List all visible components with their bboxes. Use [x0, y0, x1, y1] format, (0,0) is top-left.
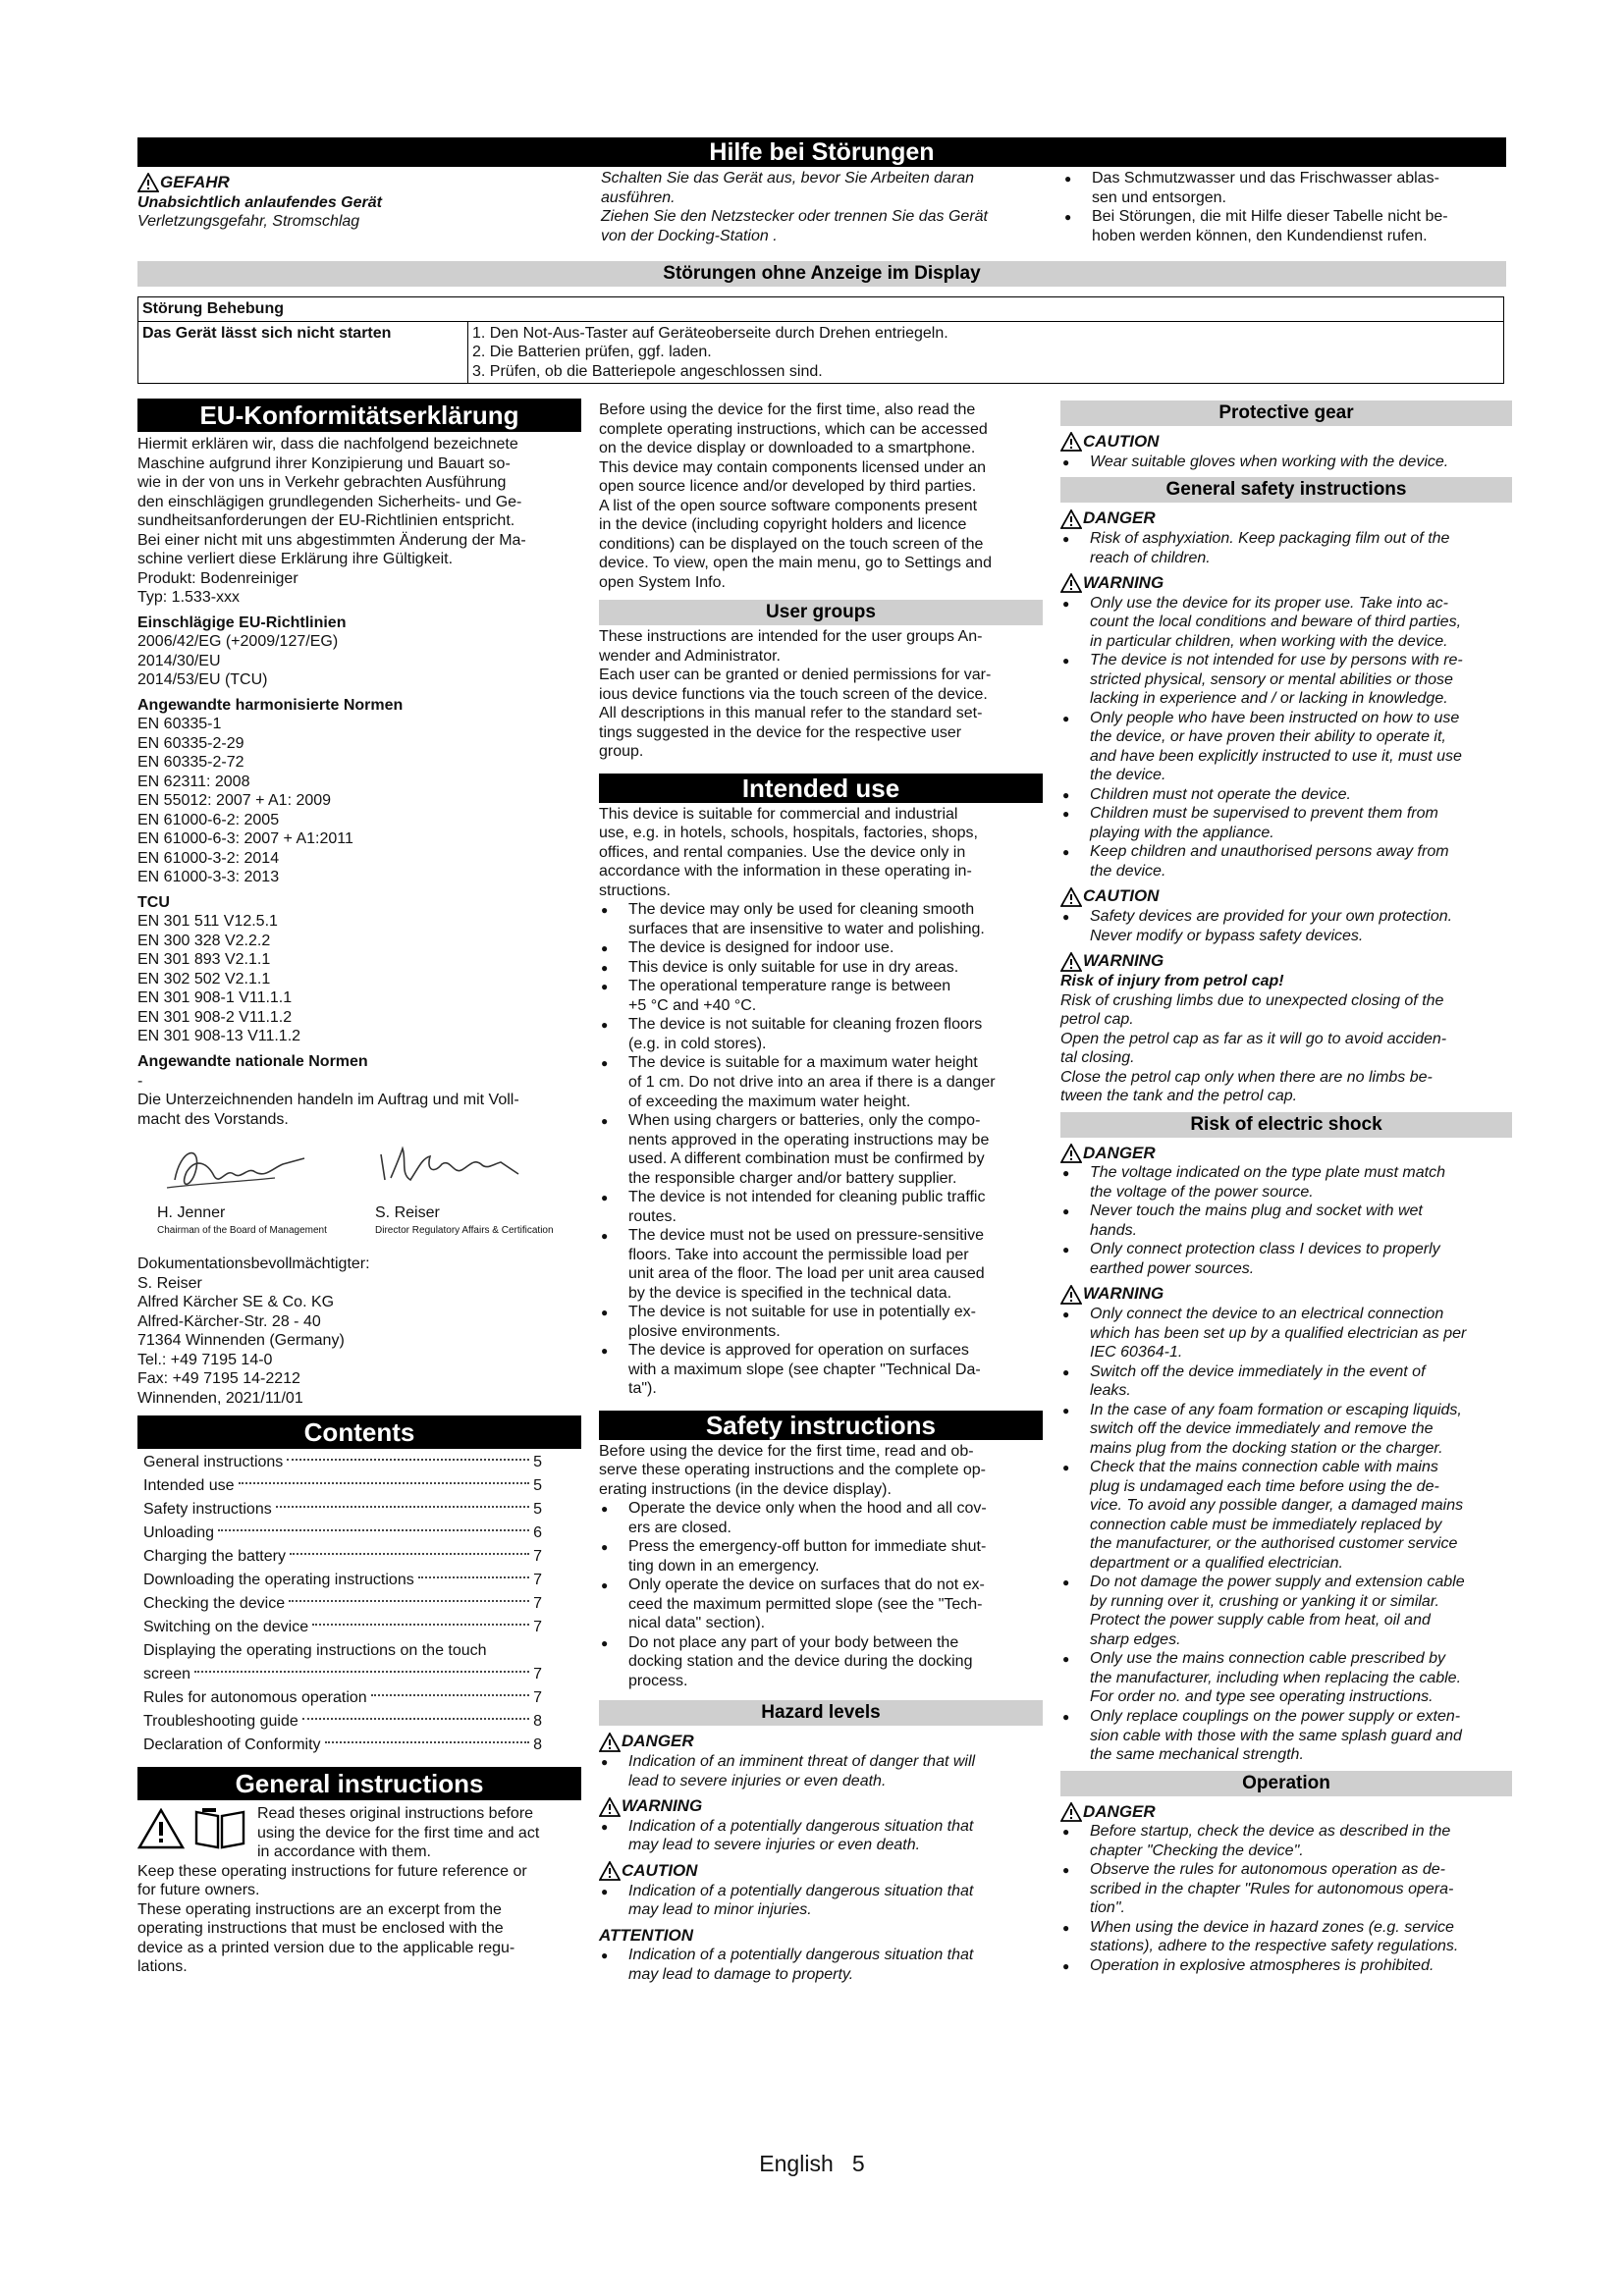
list-item: ● Only operate the device on surfaces that do not ex- ceed the maximum permitted slope (see the "Tech- nical data" section). — [599, 1575, 1043, 1633]
hazard-item: DANGER ● Indication of an imminent threat of danger that will lead to severe injuries or even death. — [599, 1732, 1043, 1790]
column-3 — [1060, 400, 1512, 1975]
hazard-item: ATTENTION ● Indication of a potentially dangerous situation that may lead to damage to property. — [599, 1926, 1043, 1985]
toc-item[interactable]: General instructions 5 — [143, 1454, 542, 1471]
list-item: ● Bei Störungen, die mit Hilfe dieser Tabelle nicht be- hoben werden können, den Kundendienst rufen. — [1062, 207, 1514, 245]
warning-triangle-icon — [137, 173, 159, 192]
list-item: ● Indication of a potentially dangerous situation that may lead to damage to property. — [599, 1946, 1043, 1984]
safety-text: Before using the device for the first time, read and ob- serve these operating instructions and the complete op- erating instructions (in the device display). — [599, 1442, 987, 1498]
section-title-user-groups: User groups — [599, 600, 1043, 625]
list-item: ● Das Schmutzwasser und das Frischwasser ablas- sen und entsorgen. — [1062, 169, 1514, 207]
tcu-list: EN 301 511 V12.5.1 EN 300 328 V2.2.2 EN 301 893 V2.1.1 EN 302 502 V2.1.1 EN 301 908-1 V11.1.1 EN 301 908-2 V11.1.2 EN 301 908-13 V11.1.2 — [137, 913, 301, 1045]
subsection-title-stoerungen: Störungen ohne Anzeige im Display — [137, 261, 1506, 287]
toc-item[interactable]: Checking the device 7 — [143, 1595, 542, 1613]
general-icon-block: Read theses original instructions before using the device for the first time and act in accordance with them. — [137, 1804, 581, 1862]
warning-label: DANGER — [1060, 508, 1512, 529]
list-item: ● Observe the rules for autonomous operation as de- scribed in the chapter "Rules for autonomous opera- tion". — [1060, 1860, 1512, 1918]
list-item: ● In the case of any foam formation or escaping liquids, switch off the device immediately and remove the mains plug from the docking station or the charger. — [1060, 1401, 1512, 1459]
column-2 — [599, 400, 1043, 1985]
toc-item[interactable]: Unloading 6 — [143, 1524, 542, 1542]
richtlinien-list: 2006/42/EG (+2009/127/EG) 2014/30/EU 2014/53/EU (TCU) — [137, 633, 339, 689]
list-item: ● Switch off the device immediately in the event of leaks. — [1060, 1362, 1512, 1401]
list-item: ● Children must not operate the device. — [1060, 785, 1512, 805]
list-item: ● The device is not suitable for use in potentially ex- plosive environments. — [599, 1303, 1043, 1341]
user-groups-text: These instructions are intended for the user groups An- wender and Administrator. Each user can be granted or denied permissions for var- ious device functions via the touch screen of the device. All descriptions in this manual refer to the standard set- tings suggested in the device for the respective user group. — [599, 628, 992, 761]
hazard-item: CAUTION ● Indication of a potentially dangerous situation that may lead to minor injuries. — [599, 1861, 1043, 1920]
eu-text: Hiermit erklären wir, dass die nachfolgend bezeichnete Maschine aufgrund ihrer Konzipierung und Bauart so- wie in der von uns in Verkehr gebrachten Ausführung den einschlägigen grundlegenden Sicherheits- und Ge- sundheitsanforderungen der EU-Richtlinien entspricht. Bei einer nicht mit uns abgestimmten Änderung der Ma- schine verliert diese Erklärung ihre Gültigkeit. Produkt: Bodenreiniger Typ: 1.533-xxx — [137, 436, 526, 607]
hilfe-right-list — [1062, 169, 1514, 245]
list-item: ● This device is only suitable for use in dry areas. — [599, 958, 1043, 978]
intended-use-text: This device is suitable for commercial and industrial use, e.g. in hotels, schools, hospitals, factories, shops, offices, and rental companies. Use the device only in accordance with the information in these operating in- structions. — [599, 805, 978, 899]
protective-block — [1060, 432, 1512, 471]
gs-danger-block — [1060, 508, 1512, 567]
section-title-contents: Contents — [137, 1415, 581, 1449]
list-item: ● Wear suitable gloves when working with the device. — [1060, 453, 1512, 472]
list-item: ● Indication of a potentially dangerous situation that may lead to minor injuries. — [599, 1882, 1043, 1920]
list-item: ● Before startup, check the device as described in the chapter "Checking the device". — [1060, 1822, 1512, 1860]
list-item: ● Keep children and unauthorised persons away from the device. — [1060, 842, 1512, 881]
doku-block: Dokumentationsbevollmächtigter: S. Reiser Alfred Kärcher SE & Co. KG Alfred-Kärcher-Str. 28 - 40 71364 Winnenden (Germany) Tel.: +49 7195 14-0 Fax: +49 7195 14-2212 Winnenden, 2021/11/01 — [137, 1255, 370, 1407]
list-item: ● The device must not be used on pressure-sensitive floors. Take into account the permissible load per unit area of the floor. The load per unit area caused by the device is specified in the technical data. — [599, 1226, 1043, 1303]
toc-item[interactable]: Rules for autonomous operation 7 — [143, 1689, 542, 1707]
warning-list — [1060, 594, 1512, 881]
national-list: - — [137, 1072, 143, 1090]
general-text: Keep these operating instructions for future reference or for future owners. These operating instructions are an excerpt from the operating instructions that must be enclosed with the device as a printed version due to the applicable regu- lations. — [137, 1862, 527, 1976]
list-item: ● When using chargers or batteries, only the compo- nents approved in the operating instructions may be used. A different combination must be confirmed by the responsible charger and/or battery supplier. — [599, 1111, 1043, 1188]
section-title-hazard: Hazard levels — [599, 1700, 1043, 1726]
warning-list — [1060, 529, 1512, 567]
list-item: ● Check that the mains connection cable with mains plug is undamaged each time before using the de- vice. To avoid any possible danger, a damaged mains connection cable must be immediately replaced by the manufacturer, or the authorised customer service department or a qualified electrician. — [1060, 1458, 1512, 1573]
table-row-label: Das Gerät lässt sich nicht starten — [138, 321, 468, 384]
signer-1-role: Chairman of the Board of Management — [157, 1225, 327, 1237]
op-danger-block — [1060, 1802, 1512, 1976]
stoerung-table — [137, 296, 1504, 384]
warning-label: CAUTION — [1060, 432, 1512, 453]
section-title-electric: Risk of electric shock — [1060, 1112, 1512, 1138]
warning-triangle-icon — [599, 1861, 621, 1881]
warning-triangle-icon — [1060, 887, 1082, 907]
warning-list — [1060, 1822, 1512, 1975]
table-of-contents — [137, 1449, 581, 1757]
warning-label: WARNING — [1060, 1284, 1512, 1305]
signature-jenner — [157, 1139, 324, 1198]
warning-triangle-icon — [599, 1733, 621, 1752]
list-item: ● Only replace couplings on the power supply or exten- sion cable with those with the same splash guard and the same mechanical strength. — [1060, 1707, 1512, 1765]
section-title-general-safety: General safety instructions — [1060, 477, 1512, 503]
list-item: ● Operate the device only when the hood and all cov- ers are closed. — [599, 1499, 1043, 1537]
list-item: ● The device is not intended for use by persons with re- stricted physical, sensory or mental abilities or those lacking in experience and / or lacking in knowledge. — [1060, 651, 1512, 709]
warning-label: DANGER — [1060, 1802, 1512, 1823]
warning-label: CAUTION — [1060, 886, 1512, 907]
list-item: ● Only use the device for its proper use. Take into ac- count the local conditions and beware of third parties, in particular children, when working with the device. — [1060, 594, 1512, 652]
toc-item[interactable]: Intended use 5 — [143, 1477, 542, 1495]
national-title: Angewandte nationale Normen — [137, 1052, 368, 1070]
gefahr-title: Unabsichtlich anlaufendes Gerät — [137, 193, 382, 211]
warning-list — [1060, 1305, 1512, 1764]
warning-list — [1060, 1163, 1512, 1278]
signer-2-role: Director Regulatory Affairs & Certification — [375, 1225, 554, 1237]
list-item: ● Only connect protection class I devices to properly earthed power sources. — [1060, 1240, 1512, 1278]
el-warning-block — [1060, 1284, 1512, 1764]
signer-1-name: H. Jenner — [157, 1204, 226, 1222]
section-title-protective: Protective gear — [1060, 400, 1512, 426]
toc-item[interactable]: Troubleshooting guide 8 — [143, 1713, 542, 1731]
list-item: ● The device is approved for operation on surfaces with a maximum slope (see chapter "Technical Da- ta"). — [599, 1341, 1043, 1399]
table-header: Störung Behebung — [138, 297, 1504, 322]
footer-language: English — [759, 2151, 834, 2176]
toc-item[interactable]: Switching on the device 7 — [143, 1619, 542, 1636]
warning-triangle-icon — [1060, 1802, 1082, 1822]
list-item: ● Only use the mains connection cable prescribed by the manufacturer, including when replacing the cable. For order no. and type see operating instructions. — [1060, 1649, 1512, 1707]
signature-reiser — [371, 1135, 538, 1196]
warning-triangle-icon — [1060, 1285, 1082, 1305]
list-item: ● The device is not suitable for cleaning frozen floors (e.g. in cold stores). — [599, 1015, 1043, 1053]
gefahr-text: Verletzungsgefahr, Stromschlag — [137, 213, 360, 231]
hazard-item: WARNING ● Indication of a potentially dangerous situation that may lead to severe injuries or even death. — [599, 1796, 1043, 1855]
normen-list: EN 60335-1 EN 60335-2-29 EN 60335-2-72 EN 62311: 2008 EN 55012: 2007 + A1: 2009 EN 61000-6-2: 2005 EN 61000-6-3: 2007 + A1:2011 EN 61000-3-2: 2014 EN 61000-3-3: 2013 — [137, 716, 353, 886]
gefahr-label: GEFAHR — [160, 173, 230, 191]
el-danger-block — [1060, 1144, 1512, 1279]
gefahr-block — [137, 173, 589, 232]
list-item: ● Indication of a potentially dangerous situation that may lead to severe injuries or even death. — [599, 1817, 1043, 1855]
warning-triangle-icon — [1060, 952, 1082, 972]
signatures — [137, 1135, 581, 1255]
toc-item[interactable]: screen 7 — [143, 1666, 542, 1683]
warning-triangle-icon — [1060, 432, 1082, 452]
intended-use-list — [599, 900, 1043, 1398]
toc-item[interactable]: Downloading the operating instructions 7 — [143, 1572, 542, 1589]
intro-text: Before using the device for the first time, also read the complete operating instructions, which can be accessed on the device display or downloaded to a smartphone. This device may contain components licensed under an open source licence and/or developed by third parties. A list of the open source software components present in the device (including copyright holders and licence conditions) can be displayed on the touch screen of the device. To view, open the main menu, go to Settings and open System Info. — [599, 401, 992, 591]
warning-list — [1060, 453, 1512, 472]
list-item: ● The voltage indicated on the type plate must match the voltage of the power source. — [1060, 1163, 1512, 1201]
list-item: ● Operation in explosive atmospheres is prohibited. — [1060, 1956, 1512, 1976]
section-title-eu: EU-Konformitätserklärung — [137, 399, 581, 432]
gs-warning-block — [1060, 573, 1512, 881]
list-item: ● The device may only be used for cleaning smooth surfaces that are insensitive to water and polishing. — [599, 900, 1043, 938]
warning-list — [1060, 907, 1512, 945]
list-item: ● Do not place any part of your body between the docking station and the device during the docking process. — [599, 1633, 1043, 1691]
warning-triangle-icon — [1060, 573, 1082, 593]
list-item: ● When using the device in hazard zones (e.g. service stations), adhere to the respective safety regulations. — [1060, 1918, 1512, 1956]
list-item: ● Children must be supervised to prevent them from playing with the appliance. — [1060, 804, 1512, 842]
sign-text: Die Unterzeichnenden handeln im Auftrag und mit Voll- macht des Vorstands. — [137, 1092, 519, 1128]
list-item: ● The device is designed for indoor use. — [599, 938, 1043, 958]
warning-triangle-icon — [599, 1797, 621, 1817]
toc-item[interactable]: Safety instructions 5 — [143, 1501, 542, 1519]
hazard-levels — [599, 1732, 1043, 1984]
section-title-hilfe: Hilfe bei Störungen — [137, 137, 1506, 167]
list-item: ● Do not damage the power supply and extension cable by running over it, crushing or yanking it or similar. Protect the power supply cable from heat, oil and sharp edges. — [1060, 1573, 1512, 1649]
table-row-steps: 1. Den Not-Aus-Taster auf Geräteoberseite durch Drehen entriegeln. 2. Die Batterien prüfen, ggf. laden. 3. Prüfen, ob die Batteriepole angeschlossen sind. — [468, 321, 1504, 384]
column-1 — [137, 399, 581, 1977]
list-item: ● Only people who have been instructed on how to use the device, or have proven their ability to operate it, and have been explicitly instructed to use it, must use the device. — [1060, 709, 1512, 785]
list-item: ● Only connect the device to an electrical connection which has been set up by a qualified electrician as per IEC 60364-1. — [1060, 1305, 1512, 1362]
gs-caution-block — [1060, 886, 1512, 945]
warning-triangle-icon — [137, 1808, 185, 1849]
hilfe-middle-text: Schalten Sie das Gerät aus, bevor Sie Arbeiten daran ausführen. Ziehen Sie den Netzstecker oder trennen Sie das Gerät von der Docking-Station . — [601, 170, 988, 244]
section-title-intended-use: Intended use — [599, 774, 1043, 803]
warning-label: WARNING — [1060, 573, 1512, 594]
petrol-block: WARNING Risk of injury from petrol cap! Risk of crushing limbs due to unexpected closing of the petrol cap. Open the petrol cap as far as it will go to avoid acciden- tal closing. Close the petrol cap only when there are no limbs be- tween the tank and the petrol cap. — [1060, 951, 1447, 1105]
toc-item[interactable]: Declaration of Conformity 8 — [143, 1736, 542, 1754]
signer-2-name: S. Reiser — [375, 1204, 440, 1222]
list-item: ● Safety devices are provided for your own protection. Never modify or bypass safety devices. — [1060, 907, 1512, 945]
warning-triangle-icon — [1060, 1144, 1082, 1163]
warning-triangle-icon — [1060, 509, 1082, 529]
normen-title: Angewandte harmonisierte Normen — [137, 696, 404, 714]
section-title-safety: Safety instructions — [599, 1411, 1043, 1440]
list-item: ● Risk of asphyxiation. Keep packaging film out of the reach of children. — [1060, 529, 1512, 567]
list-item: ● The device is not intended for cleaning public traffic routes. — [599, 1188, 1043, 1226]
safety-list — [599, 1499, 1043, 1690]
footer-page-number: 5 — [851, 2151, 865, 2176]
list-item: ● Never touch the mains plug and socket with wet hands. — [1060, 1201, 1512, 1240]
toc-item[interactable]: Charging the battery 7 — [143, 1548, 542, 1566]
page-footer — [0, 2150, 1624, 2177]
toc-item[interactable]: Displaying the operating instructions on the touch — [143, 1642, 487, 1660]
warning-label: DANGER — [1060, 1144, 1512, 1164]
tcu-title: TCU — [137, 893, 170, 911]
manual-book-icon — [192, 1806, 247, 1849]
richtlinien-title: Einschlägige EU-Richtlinien — [137, 614, 347, 631]
list-item: ● Indication of an imminent threat of danger that will lead to severe injuries or even death. — [599, 1752, 1043, 1790]
list-item: ● The device is suitable for a maximum water height of 1 cm. Do not drive into an area if there is a danger of exceeding the maximum water height. — [599, 1053, 1043, 1111]
section-title-operation: Operation — [1060, 1771, 1512, 1796]
section-title-general: General instructions — [137, 1767, 581, 1800]
list-item: ● Press the emergency-off button for immediate shut- ting down in an emergency. — [599, 1537, 1043, 1575]
list-item: ● The operational temperature range is between +5 °C and +40 °C. — [599, 977, 1043, 1015]
